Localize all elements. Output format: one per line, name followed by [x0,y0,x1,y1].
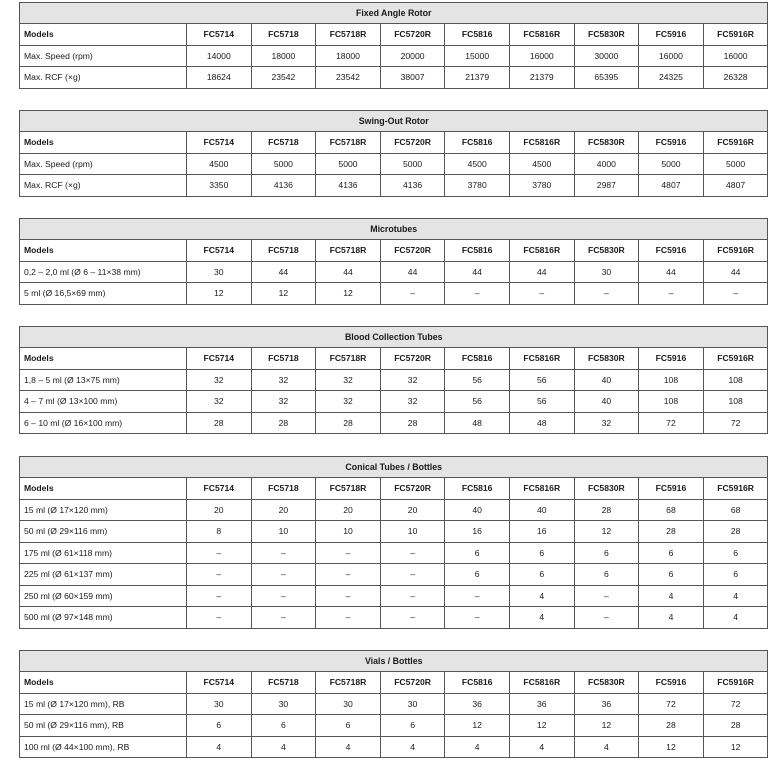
spec-table-block [19,456,765,629]
models-header: Models [20,478,187,500]
cell-value: 18624 [187,67,252,89]
row-label: 100 ml (Ø 44×100 mm), RB [20,736,187,758]
model-header: FC5816 [445,348,510,370]
cell-value: 72 [703,693,768,715]
cell-value: 108 [639,369,704,391]
cell-value: 6 [187,715,252,737]
cell-value: – [316,585,381,607]
cell-value: 72 [639,412,704,434]
cell-value: 6 [703,542,768,564]
model-header: FC5916 [639,24,704,46]
model-header: FC5714 [187,348,252,370]
model-header: FC5718R [316,348,381,370]
model-header: FC5816R [509,240,574,262]
table-header-row [20,240,768,262]
cell-value: 40 [574,391,639,413]
cell-value: 30 [316,693,381,715]
model-header: FC5720R [380,478,445,500]
cell-value: 5000 [251,153,316,175]
cell-value: 6 [703,564,768,586]
row-label: Max. RCF (×g) [20,67,187,89]
model-header: FC5714 [187,24,252,46]
cell-value: 4500 [509,153,574,175]
table-row [20,693,768,715]
spec-table [19,218,768,305]
cell-value: 16000 [703,45,768,67]
cell-value: 44 [509,261,574,283]
cell-value: 6 [509,542,574,564]
cell-value: 12 [574,715,639,737]
table-row [20,261,768,283]
cell-value: 18000 [316,45,381,67]
models-header: Models [20,240,187,262]
model-header: FC5916R [703,672,768,694]
cell-value: 6 [639,564,704,586]
model-header: FC5718 [251,478,316,500]
cell-value: 10 [251,521,316,543]
table-title-row [20,219,768,240]
spec-table [19,456,768,629]
spec-table-block [19,650,765,758]
table-row [20,715,768,737]
table-row [20,542,768,564]
model-header: FC5816 [445,132,510,154]
cell-value: 16 [509,521,574,543]
cell-value: – [445,607,510,629]
cell-value: 6 [639,542,704,564]
cell-value: 32 [380,391,445,413]
cell-value: 3780 [509,175,574,197]
cell-value: – [639,283,704,305]
model-header: FC5718R [316,478,381,500]
cell-value: 56 [445,391,510,413]
cell-value: 32 [251,369,316,391]
cell-value: 20000 [380,45,445,67]
cell-value: – [380,564,445,586]
model-header: FC5816R [509,478,574,500]
spec-table [19,2,768,89]
model-header: FC5714 [187,672,252,694]
model-header: FC5816R [509,672,574,694]
spec-table [19,110,768,197]
cell-value: 30 [574,261,639,283]
cell-value: – [445,585,510,607]
cell-value: 6 [509,564,574,586]
cell-value: 20 [380,499,445,521]
cell-value: 28 [703,715,768,737]
cell-value: 8 [187,521,252,543]
cell-value: 28 [187,412,252,434]
model-header: FC5830R [574,240,639,262]
model-header: FC5718 [251,672,316,694]
model-header: FC5718 [251,24,316,46]
cell-value: 12 [187,283,252,305]
model-header: FC5816 [445,24,510,46]
cell-value: 4 [187,736,252,758]
row-label: 15 ml (Ø 17×120 mm) [20,499,187,521]
cell-value: – [380,607,445,629]
cell-value: 4500 [187,153,252,175]
cell-value: 32 [187,391,252,413]
table-title-row [20,3,768,24]
cell-value: – [574,607,639,629]
cell-value: 3780 [445,175,510,197]
cell-value: 10 [380,521,445,543]
cell-value: 12 [574,521,639,543]
cell-value: 4500 [445,153,510,175]
row-label: 4 – 7 ml (Ø 13×100 mm) [20,391,187,413]
table-title: Microtubes [20,219,768,240]
cell-value: 5000 [639,153,704,175]
cell-value: 6 [574,564,639,586]
cell-value: – [187,542,252,564]
cell-value: – [251,542,316,564]
model-header: FC5916R [703,132,768,154]
cell-value: 4136 [316,175,381,197]
cell-value: 4000 [574,153,639,175]
table-header-row [20,348,768,370]
cell-value: 32 [380,369,445,391]
model-header: FC5830R [574,24,639,46]
cell-value: 56 [509,391,574,413]
cell-value: 32 [187,369,252,391]
model-header: FC5816R [509,24,574,46]
cell-value: 44 [380,261,445,283]
cell-value: 56 [509,369,574,391]
model-header: FC5830R [574,672,639,694]
cell-value: 48 [509,412,574,434]
cell-value: 4 [316,736,381,758]
spec-table-block [19,326,765,434]
cell-value: 36 [445,693,510,715]
model-header: FC5714 [187,132,252,154]
table-title: Fixed Angle Rotor [20,3,768,24]
cell-value: 5000 [703,153,768,175]
model-header: FC5718 [251,240,316,262]
model-header: FC5816 [445,478,510,500]
cell-value: 48 [445,412,510,434]
spec-table [19,650,768,758]
cell-value: 4807 [703,175,768,197]
cell-value: 4 [509,607,574,629]
cell-value: – [251,607,316,629]
cell-value: 44 [445,261,510,283]
cell-value: 12 [509,715,574,737]
table-header-row [20,672,768,694]
cell-value: 4 [445,736,510,758]
cell-value: 44 [251,261,316,283]
cell-value: 4807 [639,175,704,197]
cell-value: 24325 [639,67,704,89]
cell-value: 21379 [509,67,574,89]
table-header-row [20,132,768,154]
cell-value: 4 [639,585,704,607]
cell-value: 5000 [316,153,381,175]
row-label: 250 ml (Ø 60×159 mm) [20,585,187,607]
table-row [20,391,768,413]
table-row [20,564,768,586]
table-row [20,67,768,89]
spec-table [19,326,768,434]
table-title-row [20,651,768,672]
cell-value: 16000 [639,45,704,67]
cell-value: – [251,585,316,607]
cell-value: 4 [574,736,639,758]
model-header: FC5816 [445,240,510,262]
cell-value: 20 [251,499,316,521]
model-header: FC5718R [316,672,381,694]
cell-value: 4 [639,607,704,629]
cell-value: 12 [703,736,768,758]
cell-value: 12 [639,736,704,758]
cell-value: – [380,585,445,607]
table-row [20,521,768,543]
table-title: Blood Collection Tubes [20,327,768,348]
cell-value: – [445,283,510,305]
cell-value: 30 [187,261,252,283]
cell-value: 44 [639,261,704,283]
cell-value: 2987 [574,175,639,197]
model-header: FC5916R [703,478,768,500]
table-title-row [20,327,768,348]
cell-value: 40 [574,369,639,391]
cell-value: 32 [251,391,316,413]
cell-value: 72 [639,693,704,715]
cell-value: 6 [251,715,316,737]
model-header: FC5720R [380,240,445,262]
model-header: FC5916 [639,132,704,154]
model-header: FC5916 [639,672,704,694]
model-header: FC5718 [251,348,316,370]
cell-value: 30 [380,693,445,715]
table-row [20,607,768,629]
model-header: FC5714 [187,240,252,262]
model-header: FC5718 [251,132,316,154]
row-label: 50 ml (Ø 29×116 mm) [20,521,187,543]
cell-value: 32 [316,391,381,413]
models-header: Models [20,348,187,370]
table-row [20,585,768,607]
cell-value: 28 [574,499,639,521]
cell-value: 4136 [251,175,316,197]
cell-value: 15000 [445,45,510,67]
cell-value: 68 [639,499,704,521]
model-header: FC5714 [187,478,252,500]
model-header: FC5816R [509,348,574,370]
cell-value: 38007 [380,67,445,89]
cell-value: 44 [316,261,381,283]
cell-value: 28 [639,715,704,737]
table-row [20,412,768,434]
model-header: FC5720R [380,348,445,370]
cell-value: 36 [574,693,639,715]
cell-value: 28 [703,521,768,543]
model-header: FC5916R [703,240,768,262]
cell-value: – [316,542,381,564]
table-title: Swing-Out Rotor [20,111,768,132]
table-header-row [20,478,768,500]
cell-value: – [316,564,381,586]
cell-value: 44 [703,261,768,283]
cell-value: 28 [639,521,704,543]
cell-value: 28 [251,412,316,434]
cell-value: 68 [703,499,768,521]
model-header: FC5816R [509,132,574,154]
row-label: 500 ml (Ø 97×148 mm) [20,607,187,629]
cell-value: 36 [509,693,574,715]
row-label: 6 – 10 ml (Ø 16×100 mm) [20,412,187,434]
model-header: FC5916R [703,348,768,370]
cell-value: 23542 [251,67,316,89]
cell-value: 108 [639,391,704,413]
cell-value: – [316,607,381,629]
table-title-row [20,457,768,478]
cell-value: – [380,542,445,564]
row-label: 1,8 – 5 ml (Ø 13×75 mm) [20,369,187,391]
spec-table-block [19,110,765,197]
cell-value: – [187,607,252,629]
row-label: 0,2 – 2,0 ml (Ø 6 – 11×38 mm) [20,261,187,283]
model-header: FC5718R [316,24,381,46]
cell-value: 65395 [574,67,639,89]
table-row [20,499,768,521]
cell-value: 4 [380,736,445,758]
cell-value: 30000 [574,45,639,67]
cell-value: 12 [251,283,316,305]
row-label: 15 ml (Ø 17×120 mm), RB [20,693,187,715]
cell-value: 14000 [187,45,252,67]
cell-value: 16000 [509,45,574,67]
cell-value: 72 [703,412,768,434]
model-header: FC5916 [639,348,704,370]
model-header: FC5720R [380,132,445,154]
cell-value: 20 [187,499,252,521]
table-row [20,153,768,175]
cell-value: – [187,585,252,607]
cell-value: – [187,564,252,586]
cell-value: 21379 [445,67,510,89]
table-row [20,369,768,391]
model-header: FC5718R [316,240,381,262]
row-label: Max. RCF (×g) [20,175,187,197]
cell-value: – [380,283,445,305]
cell-value: 4 [251,736,316,758]
models-header: Models [20,132,187,154]
cell-value: 6 [316,715,381,737]
row-label: Max. Speed (rpm) [20,45,187,67]
cell-value: 4 [703,607,768,629]
cell-value: 12 [445,715,510,737]
row-label: 225 ml (Ø 61×137 mm) [20,564,187,586]
cell-value: 20 [316,499,381,521]
cell-value: – [703,283,768,305]
cell-value: 30 [187,693,252,715]
spec-table-block [19,2,765,89]
cell-value: 6 [574,542,639,564]
cell-value: 28 [316,412,381,434]
cell-value: 56 [445,369,510,391]
cell-value: 30 [251,693,316,715]
cell-value: 4 [703,585,768,607]
model-header: FC5830R [574,132,639,154]
model-header: FC5916 [639,240,704,262]
table-header-row [20,24,768,46]
cell-value: 12 [316,283,381,305]
cell-value: 3350 [187,175,252,197]
table-row [20,45,768,67]
cell-value: 4136 [380,175,445,197]
cell-value: 4 [509,585,574,607]
cell-value: 18000 [251,45,316,67]
cell-value: 6 [380,715,445,737]
model-header: FC5916 [639,478,704,500]
table-row [20,283,768,305]
table-title-row [20,111,768,132]
model-header: FC5916R [703,24,768,46]
cell-value: 4 [509,736,574,758]
table-row [20,736,768,758]
cell-value: 40 [445,499,510,521]
table-row [20,175,768,197]
cell-value: 6 [445,564,510,586]
row-label: Max. Speed (rpm) [20,153,187,175]
cell-value: 10 [316,521,381,543]
row-label: 50 ml (Ø 29×116 mm), RB [20,715,187,737]
models-header: Models [20,672,187,694]
row-label: 5 ml (Ø 16,5×69 mm) [20,283,187,305]
cell-value: 26328 [703,67,768,89]
models-header: Models [20,24,187,46]
cell-value: 5000 [380,153,445,175]
model-header: FC5830R [574,478,639,500]
cell-value: – [509,283,574,305]
cell-value: 16 [445,521,510,543]
model-header: FC5720R [380,672,445,694]
model-header: FC5830R [574,348,639,370]
cell-value: 28 [380,412,445,434]
row-label: 175 ml (Ø 61×118 mm) [20,542,187,564]
cell-value: 32 [574,412,639,434]
model-header: FC5720R [380,24,445,46]
cell-value: 108 [703,369,768,391]
model-header: FC5718R [316,132,381,154]
cell-value: 40 [509,499,574,521]
cell-value: 32 [316,369,381,391]
cell-value: 23542 [316,67,381,89]
cell-value: 6 [445,542,510,564]
model-header: FC5816 [445,672,510,694]
table-title: Conical Tubes / Bottles [20,457,768,478]
cell-value: – [574,585,639,607]
cell-value: 108 [703,391,768,413]
table-title: Vials / Bottles [20,651,768,672]
spec-table-block [19,218,765,305]
cell-value: – [251,564,316,586]
cell-value: – [574,283,639,305]
